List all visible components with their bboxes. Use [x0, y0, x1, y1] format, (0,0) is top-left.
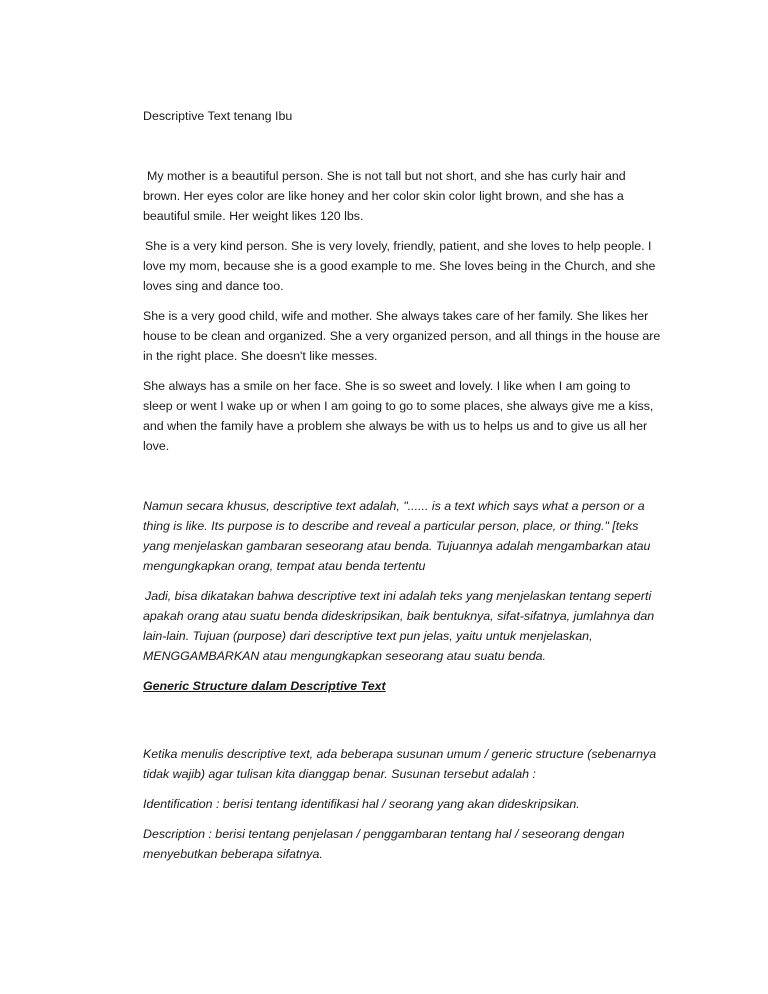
paragraph-structure-intro: Ketika menulis descriptive text, ada beberapa susunan umum / generic structure (sebenarnya tidak wajib) agar tulisan kita dianggap benar. Susunan tersebut adalah : — [143, 747, 657, 781]
document-body — [143, 106, 663, 874]
paragraph-identification: Identification : berisi tentang identifikasi hal / seorang yang akan dideskripsikan. — [143, 797, 580, 811]
paragraph-description: Description : berisi tentang penjelasan / penggambaran tentang hal / seseorang dengan menyebutkan beberapa sifatnya. — [143, 827, 625, 861]
paragraph-definition: Namun secara khusus, descriptive text adalah, "...... is a text which says what a person or a thing is like. Its purpose is to describe and reveal a particular person, place, or thing." [teks yang menjelaskan gambaran seseorang atau benda. Tujuannya adalah mengambarkan atau mengungkapkan orang, tempat atau benda tertentu — [143, 499, 651, 573]
paragraph-mother-appearance: My mother is a beautiful person. She is not tall but not short, and she has curly hair and brown. Her eyes color are like honey and her color skin color light brown, and she has a beautiful smile. Her weight likes 120 lbs. — [143, 169, 626, 223]
document-title: Descriptive Text tenang Ibu — [143, 109, 293, 123]
paragraph-mother-roles: She is a very good child, wife and mother. She always takes care of her family. She likes her house to be clean and organized. She a very organized person, and all things in the house are in the right place. She doesn't like messes. — [143, 309, 661, 363]
paragraph-conclusion: Jadi, bisa dikatakan bahwa descriptive text ini adalah teks yang menjelaskan tentang seperti apakah orang atau suatu benda dideskripsikan, baik bentuknya, sifat-sifatnya, jumlahnya dan lain-lain. Tujuan (purpose) dari descriptive text pun jelas, yaitu untuk menjelaskan, MENGGAMBARKAN atau mengungkapkan seseorang atau suatu benda. — [143, 589, 655, 663]
section-heading-generic-structure: Generic Structure dalam Descriptive Text — [143, 679, 386, 693]
paragraph-mother-smile: She always has a smile on her face. She is so sweet and lovely. I like when I am going to sleep or went I wake up or when I am going to go to some places, she always give me a kiss, and when the family have a problem she always be with us to helps us and to give us all her love. — [143, 379, 654, 453]
paragraph-mother-personality: She is a very kind person. She is very lovely, friendly, patient, and she loves to help people. I love my mom, because she is a good example to me. She loves being in the Church, and she loves sing and dance too. — [143, 239, 656, 293]
